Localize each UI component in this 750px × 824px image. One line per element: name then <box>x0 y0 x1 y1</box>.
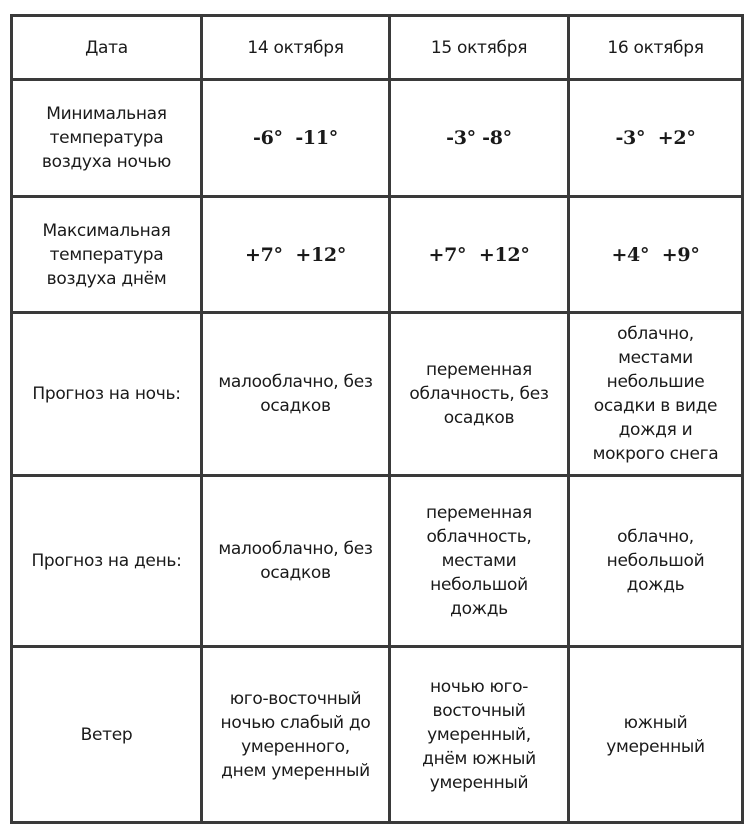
cell-line: небольшой <box>606 551 705 571</box>
cell-line: переменная <box>426 503 532 523</box>
day-forecast-day-3 <box>569 476 743 647</box>
row-label <box>12 197 202 313</box>
cell-line: днём южный <box>422 748 536 769</box>
row-label <box>12 647 202 823</box>
cell-line: облачно, <box>617 324 694 344</box>
cell-line: небольшие <box>606 372 705 392</box>
min-temp-day-3: -3° +2° <box>569 80 743 197</box>
day-forecast-day-1 <box>202 476 390 647</box>
header-date-2: 15 октября <box>390 16 569 80</box>
label-line: температура <box>49 244 164 265</box>
row-label <box>12 476 202 647</box>
cell-line: южный <box>623 712 688 733</box>
cell-line: осадков <box>260 396 331 416</box>
label-line: Прогноз на ночь: <box>32 384 181 404</box>
row-day-forecast <box>12 476 743 647</box>
cell-line: облачность, без <box>409 384 549 404</box>
max-temp-day-1: +7° +12° <box>202 197 390 313</box>
cell-line: малооблачно, без <box>218 372 373 392</box>
weather-forecast-table <box>10 14 744 824</box>
cell-line: юго-восточный <box>229 688 362 709</box>
wind-day-1 <box>202 647 390 823</box>
min-temp-day-1: -6° -11° <box>202 80 390 197</box>
cell-line: осадки в виде <box>593 396 718 416</box>
cell-line: дождя и <box>618 420 693 440</box>
header-date-label: Дата <box>12 16 202 80</box>
row-max-temp <box>12 197 743 313</box>
cell-line: переменная <box>426 360 532 380</box>
header-date-1: 14 октября <box>202 16 390 80</box>
cell-line: умеренного, <box>241 736 350 757</box>
label-line: воздуха ночью <box>41 152 172 172</box>
night-forecast-day-1 <box>202 313 390 476</box>
label-line: Прогноз на день: <box>31 551 182 571</box>
cell-line: ночью юго- <box>429 676 529 697</box>
label-line: Ветер <box>80 724 133 745</box>
cell-line: осадков <box>260 563 331 583</box>
night-forecast-day-2 <box>390 313 569 476</box>
cell-line: местами <box>441 551 517 571</box>
label-line: воздуха днём <box>46 268 167 289</box>
cell-line: малооблачно, без <box>218 539 373 559</box>
day-forecast-day-2 <box>390 476 569 647</box>
cell-line: ночью слабый до <box>220 712 371 733</box>
cell-line: днем умеренный <box>221 760 370 781</box>
row-label <box>12 80 202 197</box>
min-temp-day-2: -3° -8° <box>390 80 569 197</box>
header-row <box>12 16 743 80</box>
wind-day-3 <box>569 647 743 823</box>
row-wind <box>12 647 743 823</box>
cell-line: восточный <box>432 700 526 721</box>
cell-line: облачно, <box>617 527 694 547</box>
cell-line: осадков <box>443 408 515 428</box>
row-night-forecast <box>12 313 743 476</box>
label-line: Минимальная <box>46 104 167 124</box>
cell-line: мокрого снега <box>592 444 719 464</box>
cell-line: небольшой <box>430 575 528 595</box>
cell-line: дождь <box>450 599 508 619</box>
max-temp-day-2: +7° +12° <box>390 197 569 313</box>
max-temp-day-3: +4° +9° <box>569 197 743 313</box>
cell-line: умеренный <box>429 772 529 793</box>
cell-line: облачность, <box>426 527 532 547</box>
cell-line: умеренный, <box>427 724 531 745</box>
row-label <box>12 313 202 476</box>
wind-day-2 <box>390 647 569 823</box>
cell-line: местами <box>618 348 693 368</box>
row-min-temp <box>12 80 743 197</box>
label-line: температура <box>49 128 164 148</box>
cell-line: дождь <box>626 575 685 595</box>
header-date-3: 16 октября <box>569 16 743 80</box>
label-line: Максимальная <box>42 220 171 241</box>
night-forecast-day-3 <box>569 313 743 476</box>
cell-line: умеренный <box>606 736 705 757</box>
